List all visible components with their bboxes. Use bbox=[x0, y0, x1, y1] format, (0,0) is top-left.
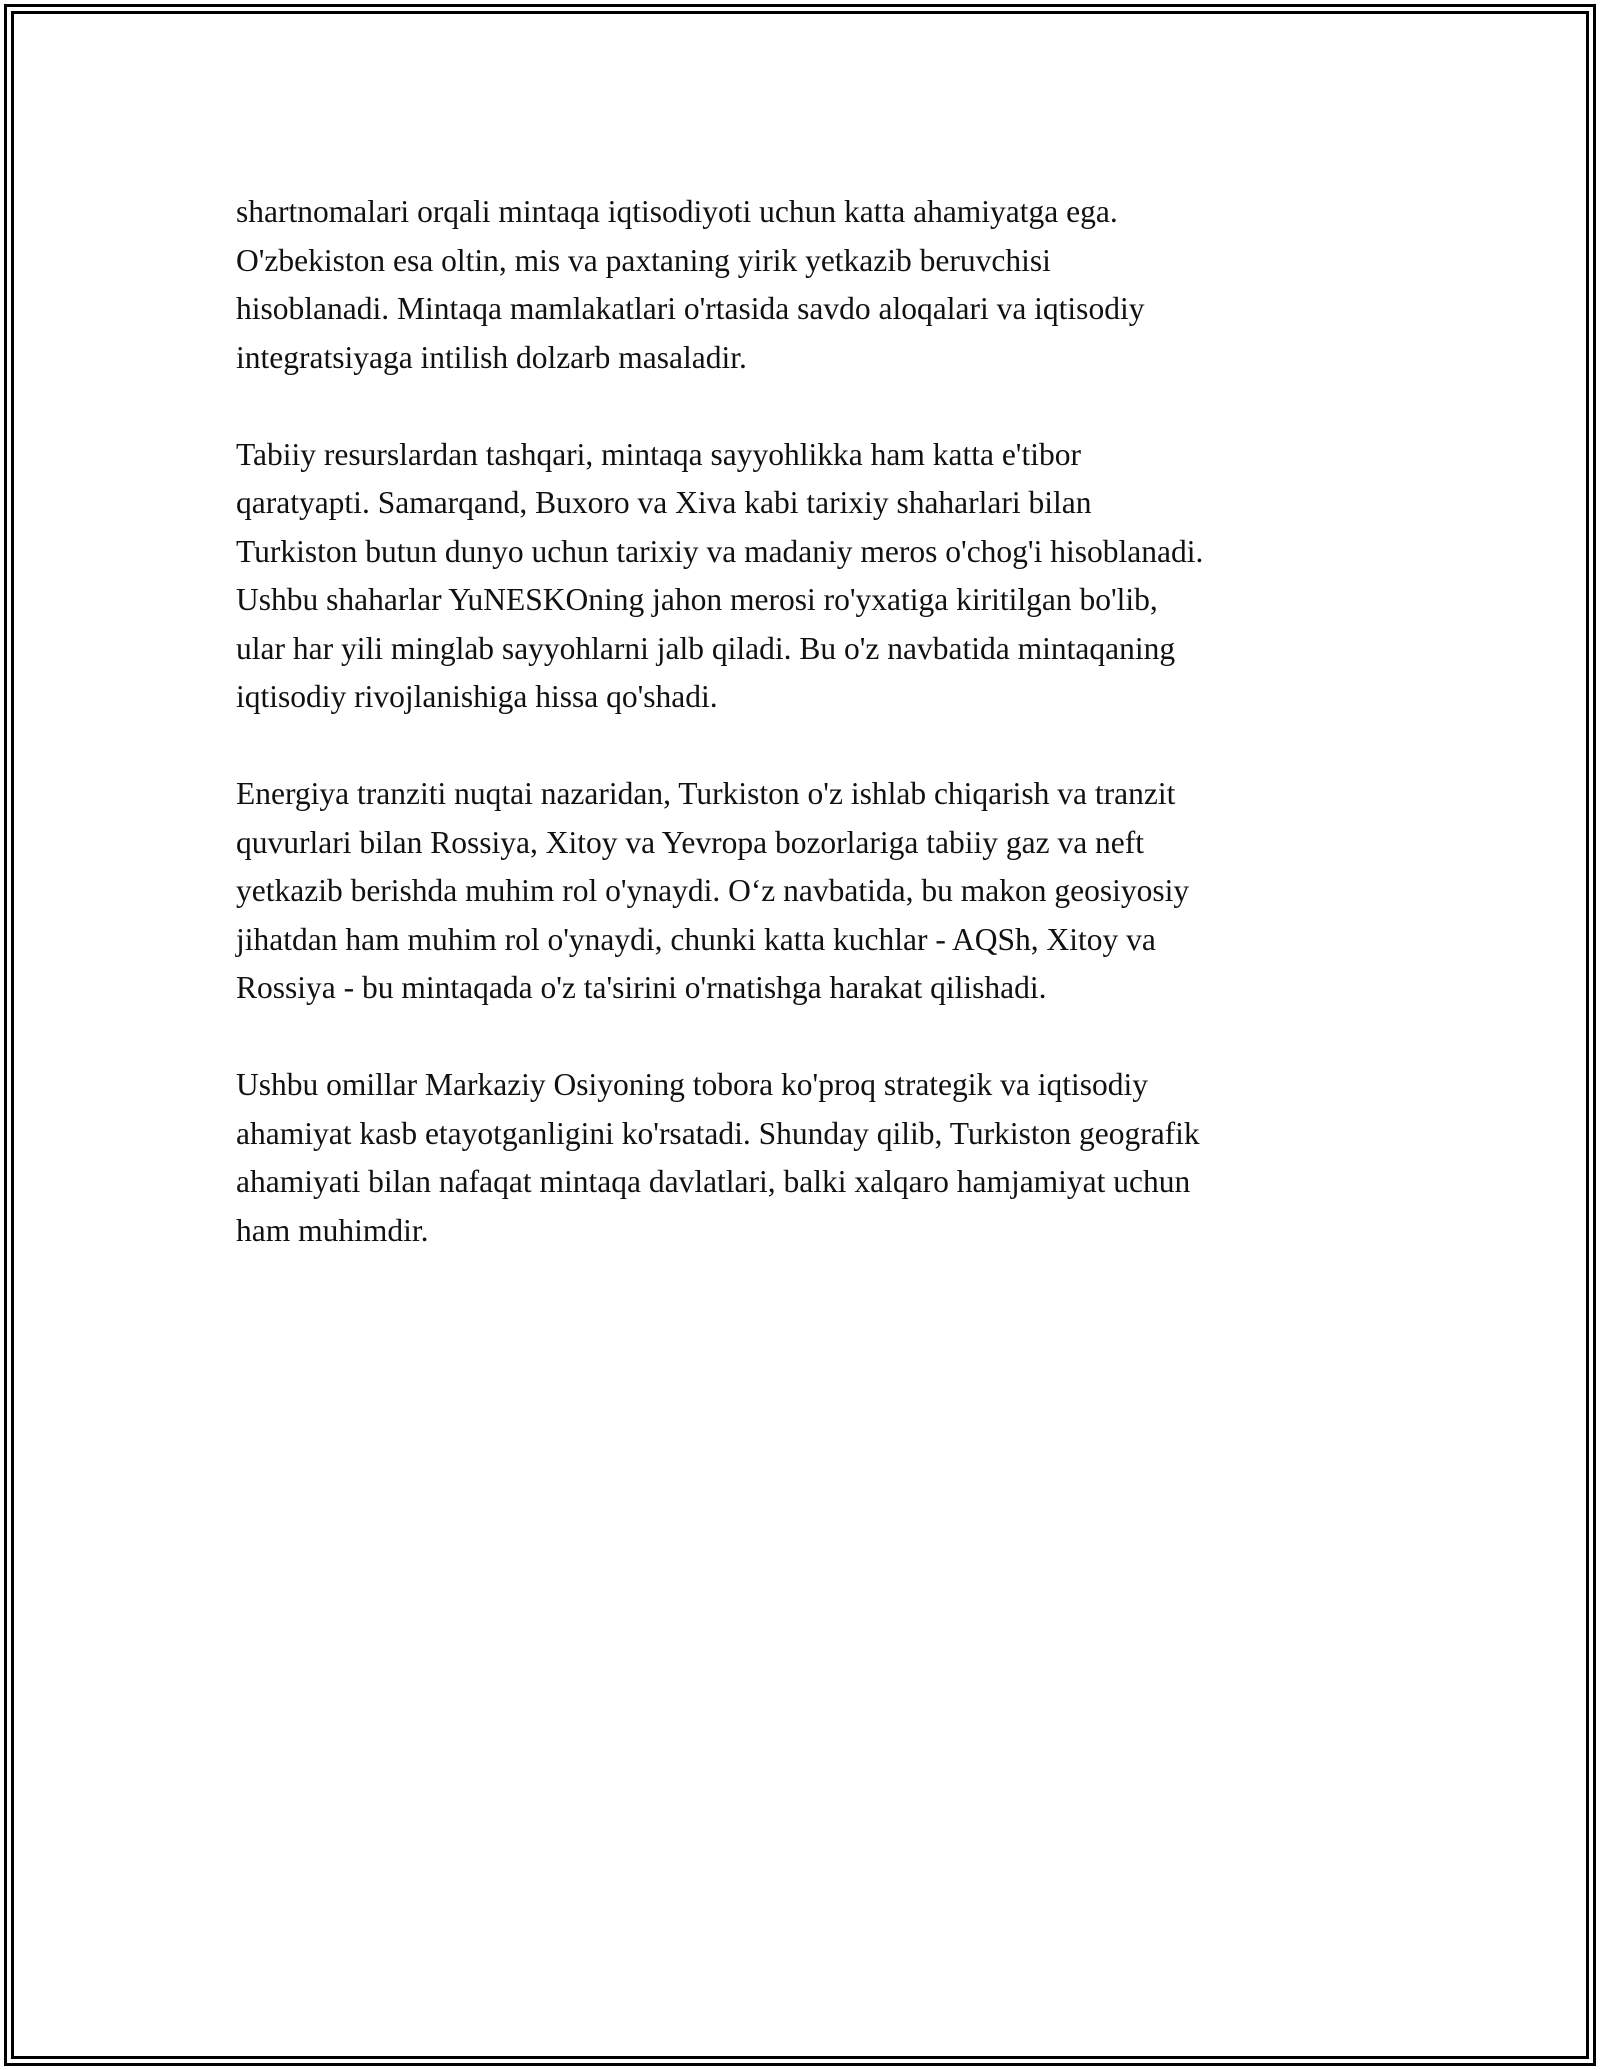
paragraph-energy bbox=[236, 770, 1376, 1013]
text-line: shartnomalari orqali mintaqa iqtisodiyoti uchun katta ahamiyatga ega. bbox=[236, 194, 1118, 229]
text-line: yetkazib berishda muhim rol o'ynaydi. O‘z navbatida, bu makon geosiyosiy bbox=[236, 873, 1190, 908]
text-line: Energiya tranziti nuqtai nazaridan, Turkiston o'z ishlab chiqarish va tranzit bbox=[236, 776, 1176, 811]
text-line: Ushbu omillar Markaziy Osiyoning tobora ko'proq strategik va iqtisodiy bbox=[236, 1067, 1149, 1102]
text-line: ahamiyati bilan nafaqat mintaqa davlatlari, balki xalqaro hamjamiyat uchun bbox=[236, 1164, 1191, 1199]
document-body bbox=[236, 188, 1376, 1304]
text-line: qaratyapti. Samarqand, Buxoro va Xiva kabi tarixiy shaharlari bilan bbox=[236, 485, 1092, 520]
text-line: iqtisodiy rivojlanishiga hissa qo'shadi. bbox=[236, 679, 718, 714]
paragraph-conclusion bbox=[236, 1061, 1376, 1255]
paragraph-trade bbox=[236, 188, 1376, 382]
text-line: Tabiiy resurslardan tashqari, mintaqa sayyohlikka ham katta e'tibor bbox=[236, 436, 1081, 472]
text-line: Turkiston butun dunyo uchun tarixiy va madaniy meros o'chog'i hisoblanadi. bbox=[236, 533, 1204, 569]
text-line: ular har yili minglab sayyohlarni jalb qiladi. Bu o'z navbatida mintaqaning bbox=[236, 630, 1176, 666]
text-line: quvurlari bilan Rossiya, Xitoy va Yevropa bozorlariga tabiiy gaz va neft bbox=[236, 824, 1145, 860]
paragraph-tourism bbox=[236, 431, 1376, 722]
text-line: ham muhimdir. bbox=[236, 1212, 429, 1248]
text-line: Rossiya - bu mintaqada o'z ta'sirini o'rnatishga harakat qilishadi. bbox=[236, 970, 1047, 1005]
text-line: ahamiyat kasb etayotganligini ko'rsatadi. Shunday qilib, Turkiston geografik bbox=[236, 1115, 1200, 1151]
text-line: jihatdan ham muhim rol o'ynaydi, chunki katta kuchlar - AQSh, Xitoy va bbox=[236, 921, 1156, 957]
text-line: integratsiyaga intilish dolzarb masaladir. bbox=[236, 339, 747, 375]
text-line: O'zbekiston esa oltin, mis va paxtaning yirik yetkazib beruvchisi bbox=[236, 242, 1051, 278]
text-line: hisoblanadi. Mintaqa mamlakatlari o'rtasida savdo aloqalari va iqtisodiy bbox=[236, 291, 1145, 326]
text-line: Ushbu shaharlar YuNESKOning jahon merosi ro'yxatiga kiritilgan bo'lib, bbox=[236, 582, 1158, 617]
